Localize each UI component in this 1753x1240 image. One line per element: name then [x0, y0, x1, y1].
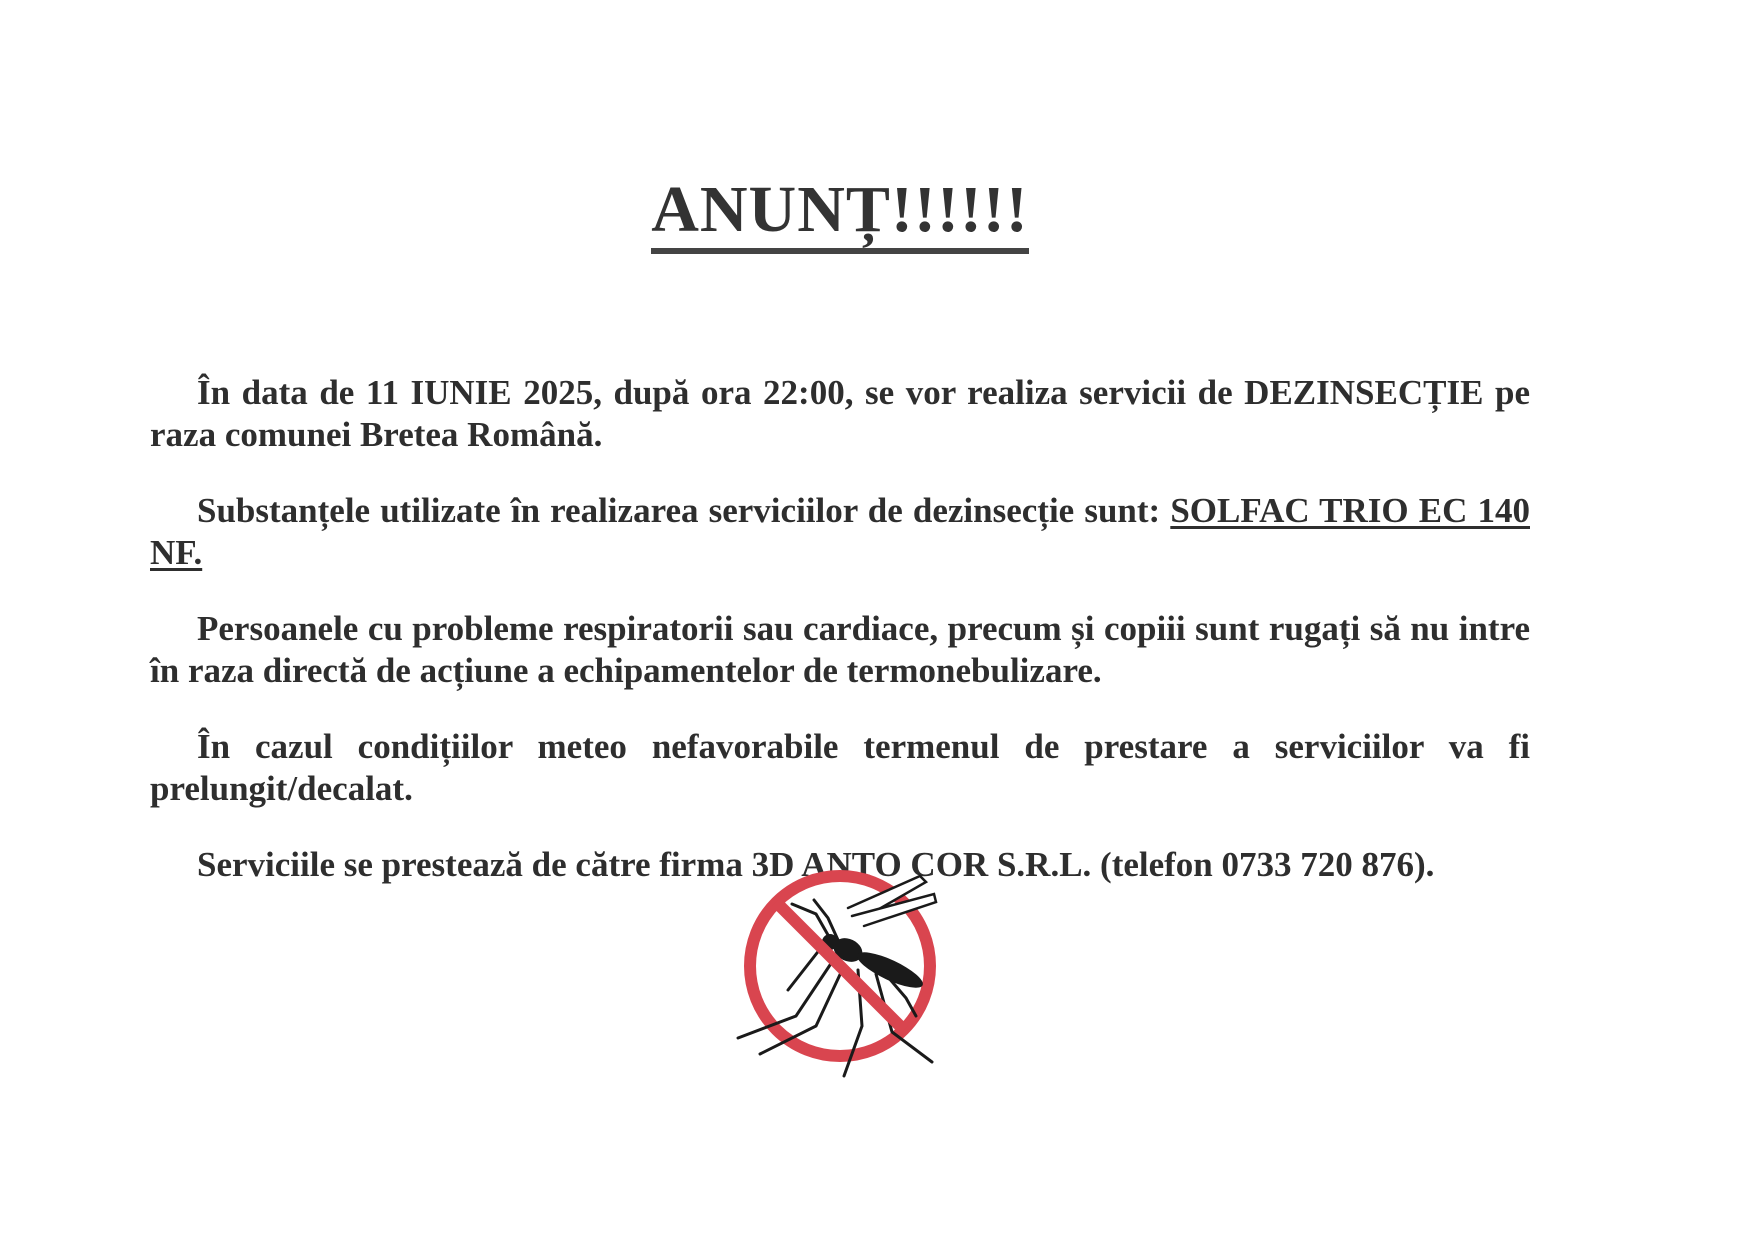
paragraph-date: În data de 11 IUNIE 2025, după ora 22:00, se vor realiza servicii de DEZINSECȚIE pe raza comunei Bretea Română.: [150, 373, 1530, 454]
paragraph-warning: Persoanele cu probleme respiratorii sau cardiace, precum și copiii sunt rugați să nu intre în raza directă de acțiune a echipamentelor de termonebulizare.: [150, 609, 1530, 690]
no-mosquito-icon: [720, 866, 960, 1086]
product-name: SOLFAC TRIO EC 140 NF.: [150, 491, 1530, 572]
notice-body: [150, 372, 1530, 886]
notice-title-text: ANUNȚ!!!!!!: [651, 175, 1029, 254]
paragraph-weather: În cazul condițiilor meteo nefavorabile termenul de prestare a serviciilor va fi prelungit/decalat.: [150, 727, 1530, 808]
paragraph-provider: Serviciile se prestează de către firma 3D ANTO COR S.R.L. (telefon 0733 720 876).: [197, 845, 1435, 884]
paragraph-substances: [150, 490, 1530, 574]
notice-title: [0, 172, 1680, 254]
substances-label: Substanțele utilizate în realizarea serviciilor de dezinsecție sunt:: [197, 491, 1171, 530]
